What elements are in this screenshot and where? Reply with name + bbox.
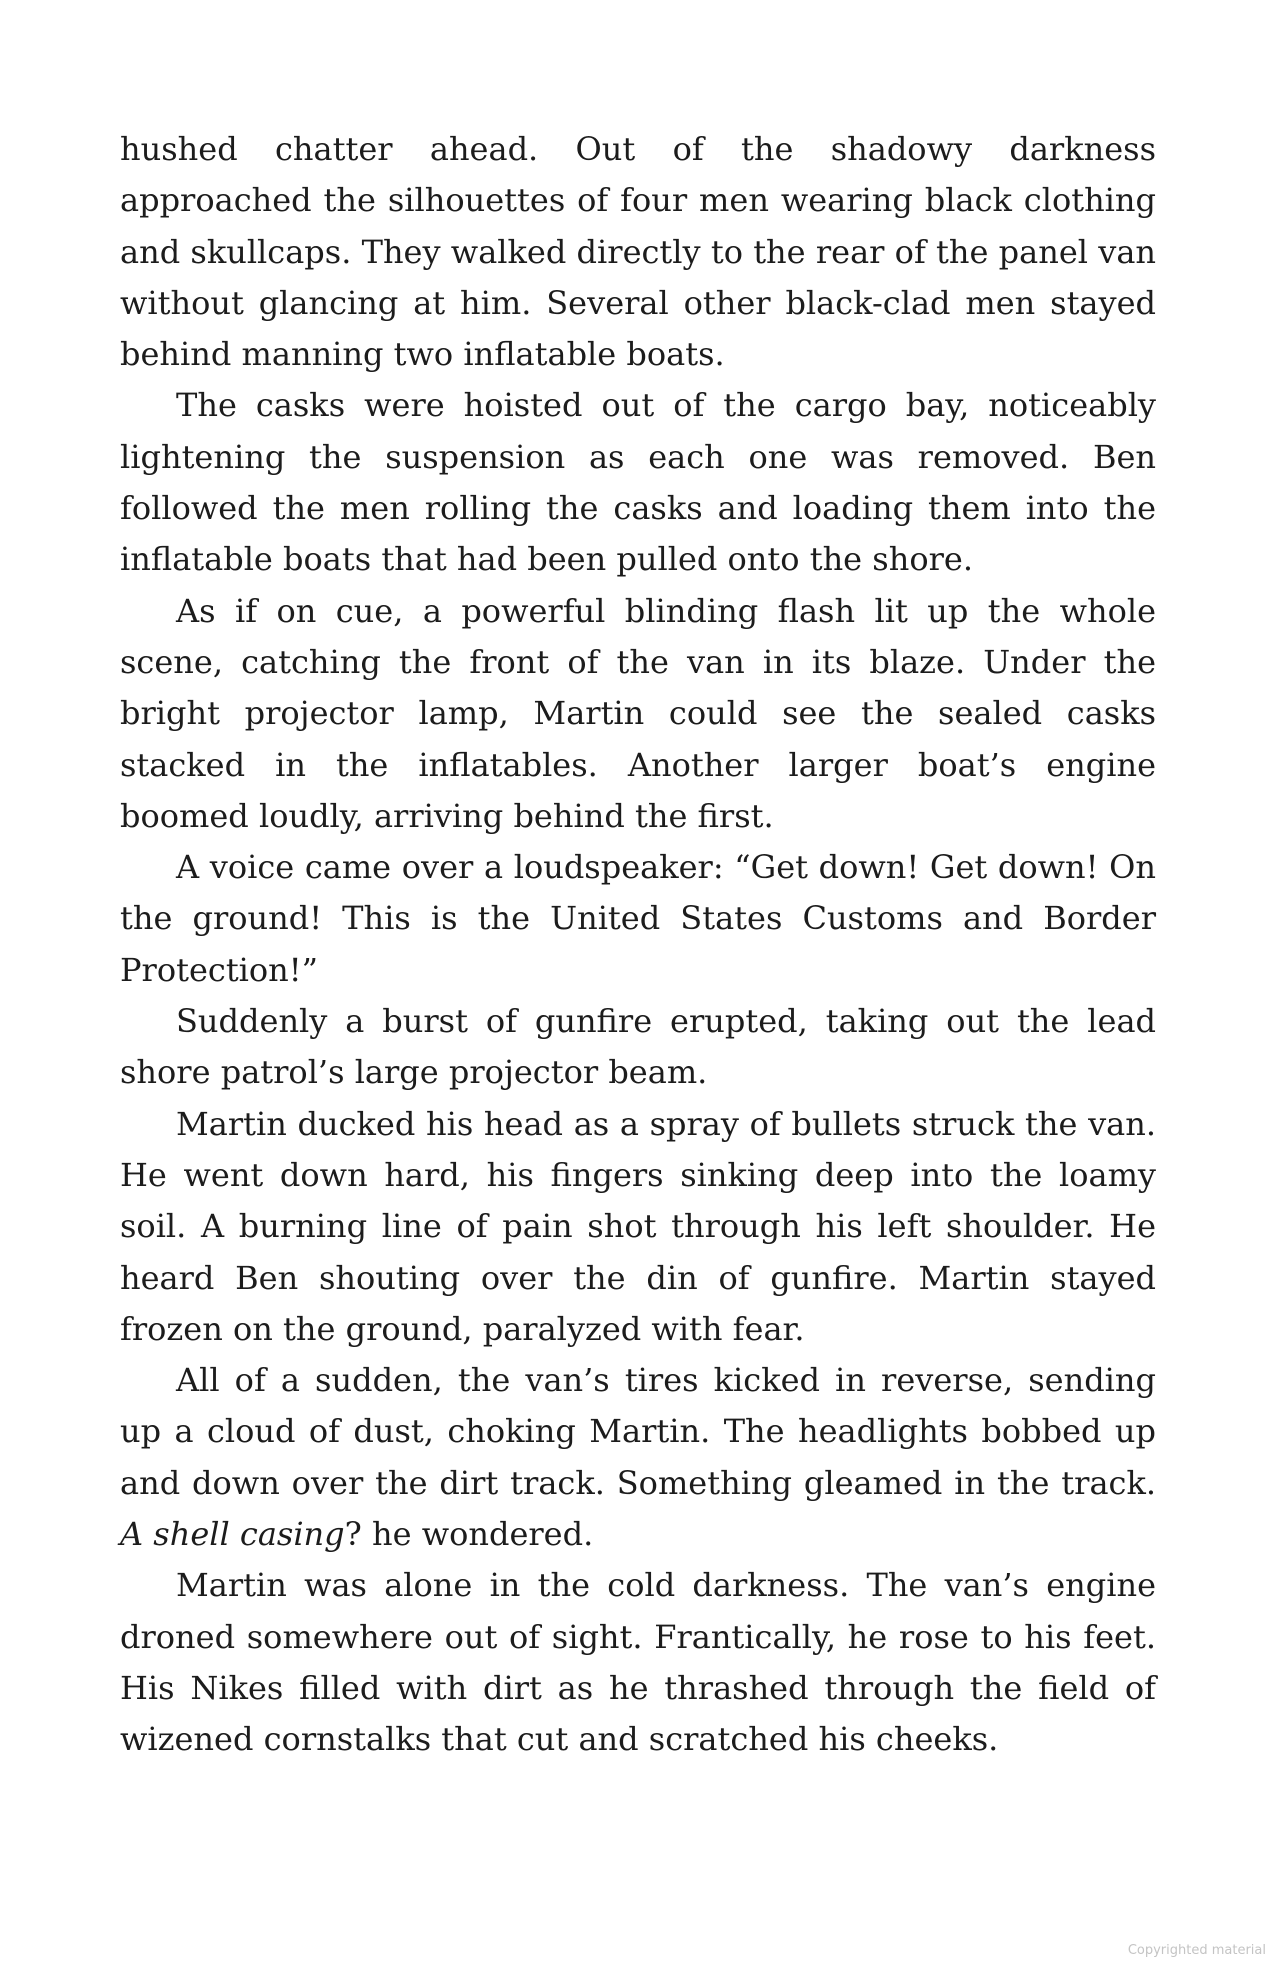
paragraph: Suddenly a burst of gunfire erupted, taking out the lead shore patrol’s large projector beam. <box>120 1002 1156 1092</box>
italic-phrase: A shell casing <box>120 1515 345 1554</box>
paragraph-text: All of a sudden, the van’s tires kicked in reverse, sending up a cloud of dust, choking Martin. The headlights bobbed up and down over the dirt track. Something gleamed in the track. <box>120 1361 1156 1502</box>
paragraph: The casks were hoisted out of the cargo bay, noticeably lightening the suspension as each one was removed. Ben followed the men rolling the casks and loading them into the inflatable boats that had been pulled onto the shore. <box>120 386 1156 579</box>
paragraph-text: ? he wondered. <box>344 1515 594 1554</box>
paragraph-with-italic <box>120 1355 1156 1560</box>
book-page-text <box>120 124 1156 1766</box>
paragraph: hushed chatter ahead. Out of the shadowy darkness approached the silhouettes of four men wearing black clothing and skullcaps. They walked directly to the rear of the panel van without glancing at him. Several other black-clad men stayed behind manning two inflatable boats. <box>120 130 1156 374</box>
copyright-watermark: Copyrighted material <box>1127 1943 1266 1958</box>
paragraph: A voice came over a loudspeaker: “Get down! Get down! On the ground! This is the United States Customs and Border Protection!” <box>120 848 1156 989</box>
paragraph: Martin was alone in the cold darkness. The van’s engine droned somewhere out of sight. Frantically, he rose to his feet. His Nikes filled with dirt as he thrashed through the field of wizened cornstalks that cut and scratched his cheeks. <box>120 1566 1156 1759</box>
paragraph: As if on cue, a powerful blinding flash lit up the whole scene, catching the front of the van in its blaze. Under the bright projector lamp, Martin could see the sealed casks stacked in the inflatables. Another larger boat’s engine boomed loudly, arriving behind the first. <box>120 591 1156 835</box>
paragraph: Martin ducked his head as a spray of bullets struck the van. He went down hard, his fingers sinking deep into the loamy soil. A burning line of pain shot through his left shoulder. He heard Ben shouting over the din of gunfire. Martin stayed frozen on the ground, paralyzed with fear. <box>120 1104 1156 1348</box>
